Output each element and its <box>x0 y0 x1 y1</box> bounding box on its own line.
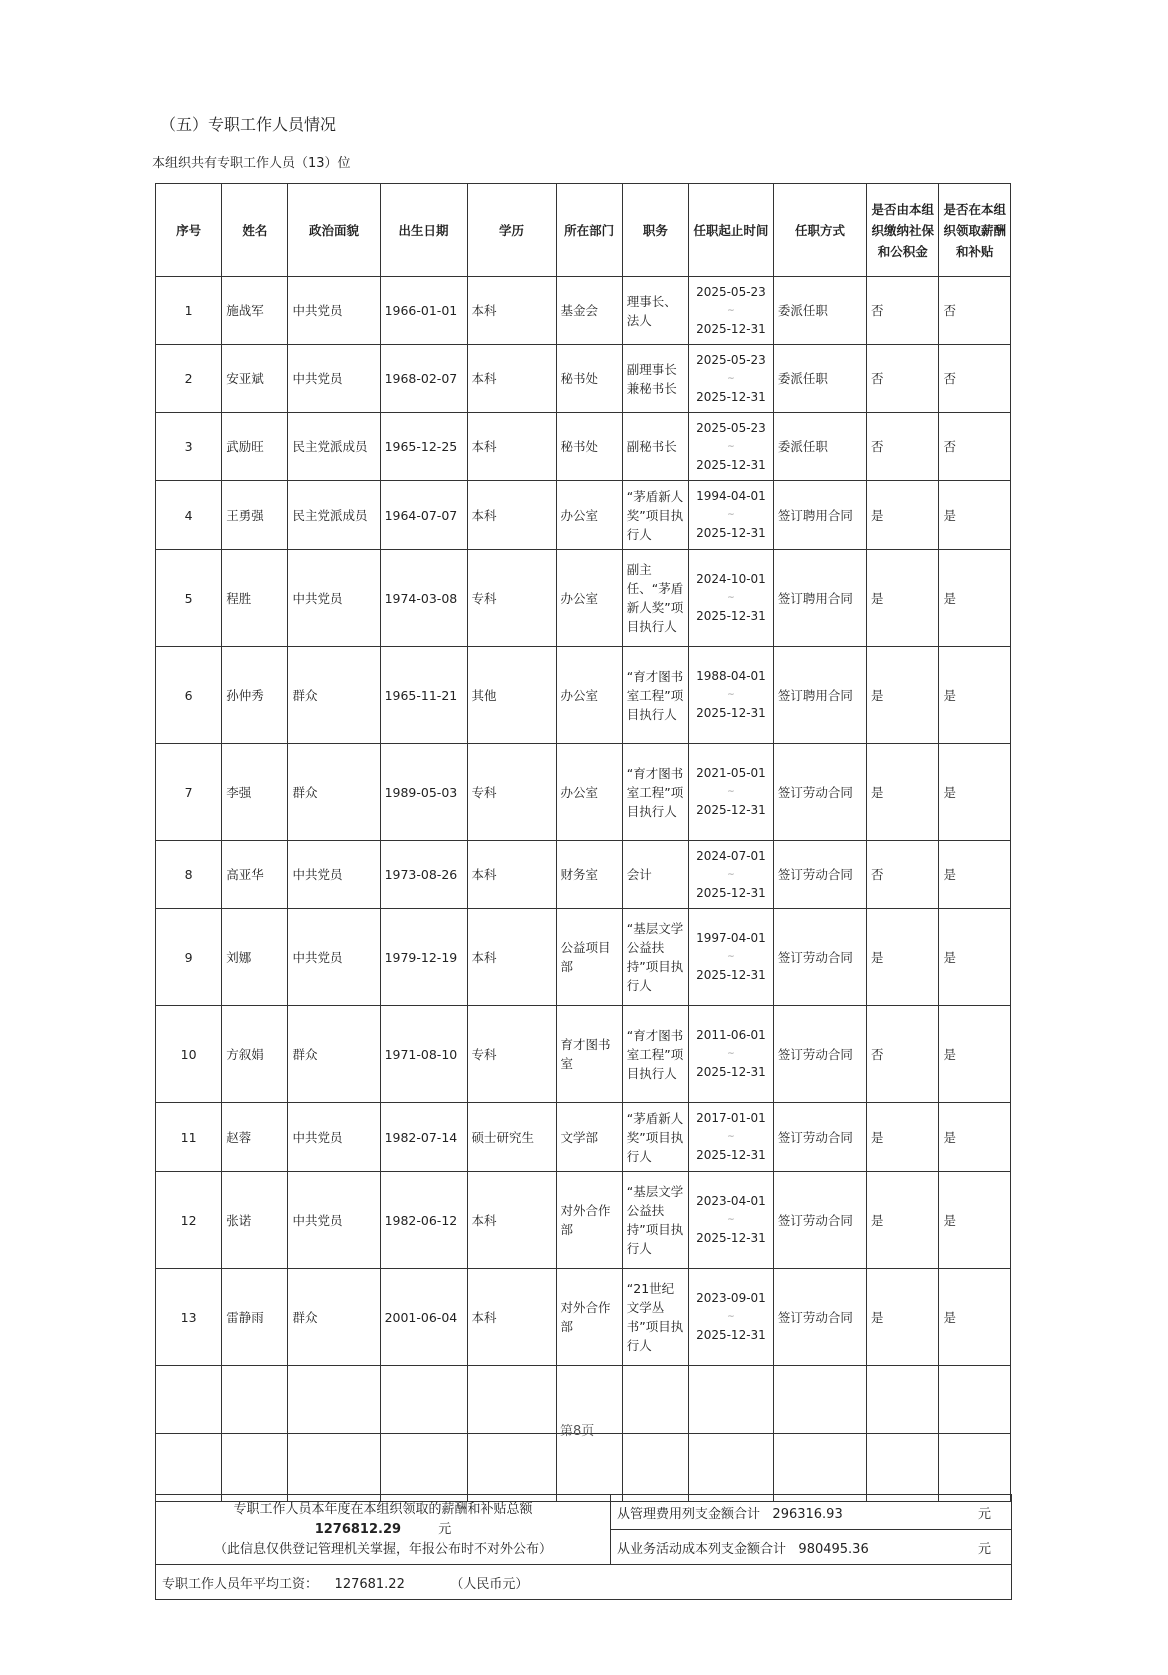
appointment-method: 签订聘用合同 <box>773 550 866 647</box>
salary-flag: 否 <box>939 413 1011 481</box>
header-education: 学历 <box>467 184 556 277</box>
staff-table-body <box>156 277 1011 1502</box>
empty-cell <box>380 1366 467 1434</box>
position: “茅盾新人奖”项目执行人 <box>622 1103 688 1172</box>
empty-cell <box>222 1366 288 1434</box>
education: 硕士研究生 <box>467 1103 556 1172</box>
table-row <box>156 744 1011 841</box>
birth-date: 2001-06-04 <box>380 1269 467 1366</box>
mgmt-expense-cell <box>611 1495 1012 1530</box>
header-name: 姓名 <box>222 184 288 277</box>
position: “育才图书室工程”项目执行人 <box>622 1006 688 1103</box>
term-end: 2025-12-31 <box>696 1148 766 1162</box>
empty-cell <box>556 1434 622 1502</box>
education: 本科 <box>467 277 556 345</box>
salary-total-cell <box>156 1495 611 1565</box>
term-end: 2025-12-31 <box>696 457 766 472</box>
mgmt-expense-value: 296316.93 <box>772 1506 843 1522</box>
department: 办公室 <box>556 744 622 841</box>
row-number: 7 <box>156 744 222 841</box>
term-start: 2011-06-01 <box>696 1028 766 1042</box>
term-separator: ~ <box>727 869 735 880</box>
row-number: 10 <box>156 1006 222 1103</box>
department: 文学部 <box>556 1103 622 1172</box>
term-separator: ~ <box>727 952 735 962</box>
birth-date: 1971-08-10 <box>380 1006 467 1103</box>
term-separator: ~ <box>727 373 735 384</box>
average-salary-cell <box>156 1565 1012 1600</box>
staff-name: 李强 <box>222 744 288 841</box>
term-separator: ~ <box>727 1132 735 1142</box>
social-insurance-flag: 否 <box>867 345 939 413</box>
political-status: 群众 <box>288 647 380 744</box>
birth-date: 1968-02-07 <box>380 345 467 413</box>
term-end: 2025-12-31 <box>696 1328 766 1342</box>
term-dates <box>689 744 774 841</box>
birth-date: 1965-11-21 <box>380 647 467 744</box>
empty-cell <box>222 1434 288 1502</box>
political-status: 中共党员 <box>288 909 380 1006</box>
header-political: 政治面貌 <box>288 184 380 277</box>
education: 本科 <box>467 345 556 413</box>
education: 专科 <box>467 550 556 647</box>
term-end: 2025-12-31 <box>696 706 766 720</box>
birth-date: 1965-12-25 <box>380 413 467 481</box>
empty-cell <box>622 1434 688 1502</box>
salary-total-note: （此信息仅供登记管理机关掌握，年报公布时不对外公布） <box>213 1541 552 1557</box>
empty-cell <box>156 1366 222 1434</box>
salary-flag: 是 <box>939 909 1011 1006</box>
position: 会计 <box>622 841 688 909</box>
salary-flag: 是 <box>939 1006 1011 1103</box>
empty-cell <box>156 1434 222 1502</box>
social-insurance-flag: 是 <box>867 647 939 744</box>
term-start: 2025-05-23 <box>696 420 766 435</box>
term-separator: ~ <box>727 510 735 520</box>
political-status: 中共党员 <box>288 1172 380 1269</box>
biz-expense-label: 从业务活动成本列支金额合计 <box>617 1541 787 1557</box>
education: 本科 <box>467 1172 556 1269</box>
term-end: 2025-12-31 <box>696 526 766 540</box>
term-start: 2021-05-01 <box>696 766 766 780</box>
header-department: 所在部门 <box>556 184 622 277</box>
header-birth: 出生日期 <box>380 184 467 277</box>
empty-cell <box>467 1366 556 1434</box>
term-end: 2025-12-31 <box>696 321 766 336</box>
birth-date: 1979-12-19 <box>380 909 467 1006</box>
header-method: 任职方式 <box>773 184 866 277</box>
row-number: 5 <box>156 550 222 647</box>
staff-name: 高亚华 <box>222 841 288 909</box>
position: “21世纪文学丛书”项目执行人 <box>622 1269 688 1366</box>
row-number: 9 <box>156 909 222 1006</box>
education: 本科 <box>467 1269 556 1366</box>
term-separator: ~ <box>727 787 735 797</box>
header-term: 任职起止时间 <box>689 184 774 277</box>
staff-name: 赵蓉 <box>222 1103 288 1172</box>
staff-name: 程胜 <box>222 550 288 647</box>
staff-name: 孙仲秀 <box>222 647 288 744</box>
empty-cell <box>689 1366 774 1434</box>
birth-date: 1982-06-12 <box>380 1172 467 1269</box>
row-number: 13 <box>156 1269 222 1366</box>
term-dates <box>689 277 774 345</box>
mgmt-expense-label: 从管理费用列支金额合计 <box>617 1506 761 1522</box>
header-salary: 是否在本组织领取薪酬和补贴 <box>939 184 1011 277</box>
term-start: 2024-10-01 <box>696 572 766 586</box>
appointment-method: 签订劳动合同 <box>773 744 866 841</box>
empty-cell <box>380 1434 467 1502</box>
row-number: 1 <box>156 277 222 345</box>
social-insurance-flag: 是 <box>867 550 939 647</box>
birth-date: 1973-08-26 <box>380 841 467 909</box>
term-separator: ~ <box>727 305 735 316</box>
term-end: 2025-12-31 <box>696 803 766 817</box>
empty-cell <box>773 1434 866 1502</box>
salary-flag: 是 <box>939 481 1011 550</box>
section-title: （五）专职工作人员情况 <box>160 115 337 134</box>
political-status: 中共党员 <box>288 1103 380 1172</box>
empty-cell <box>288 1366 380 1434</box>
position: “基层文学公益扶持”项目执行人 <box>622 909 688 1006</box>
row-number: 8 <box>156 841 222 909</box>
term-dates <box>689 481 774 550</box>
staff-name: 武励旺 <box>222 413 288 481</box>
table-row <box>156 909 1011 1006</box>
staff-name: 刘娜 <box>222 909 288 1006</box>
term-start: 1997-04-01 <box>696 931 766 945</box>
political-status: 群众 <box>288 1269 380 1366</box>
appointment-method: 签订聘用合同 <box>773 481 866 550</box>
political-status: 中共党员 <box>288 345 380 413</box>
biz-expense-unit: 元 <box>977 1541 991 1557</box>
salary-flag: 是 <box>939 647 1011 744</box>
row-number: 2 <box>156 345 222 413</box>
row-number: 3 <box>156 413 222 481</box>
appointment-method: 委派任职 <box>773 345 866 413</box>
education: 本科 <box>467 841 556 909</box>
department: 公益项目部 <box>556 909 622 1006</box>
salary-total-unit: 元 <box>438 1521 452 1537</box>
term-start: 2023-04-01 <box>696 1194 766 1208</box>
empty-cell <box>867 1434 939 1502</box>
staff-name: 王勇强 <box>222 481 288 550</box>
table-row <box>156 1103 1011 1172</box>
empty-cell <box>939 1434 1011 1502</box>
salary-flag: 是 <box>939 1172 1011 1269</box>
header-social-insurance: 是否由本组织缴纳社保和公积金 <box>867 184 939 277</box>
appointment-method: 签订劳动合同 <box>773 1103 866 1172</box>
table-row <box>156 345 1011 413</box>
education: 本科 <box>467 481 556 550</box>
social-insurance-flag: 是 <box>867 1269 939 1366</box>
term-dates <box>689 647 774 744</box>
position: 副主任、“茅盾新人奖”项目执行人 <box>622 550 688 647</box>
empty-cell <box>467 1434 556 1502</box>
salary-flag: 否 <box>939 277 1011 345</box>
table-row <box>156 841 1011 909</box>
term-dates <box>689 841 774 909</box>
salary-flag: 否 <box>939 345 1011 413</box>
term-dates <box>689 1172 774 1269</box>
political-status: 中共党员 <box>288 841 380 909</box>
term-separator: ~ <box>727 1312 735 1322</box>
term-start: 1994-04-01 <box>696 489 766 503</box>
birth-date: 1974-03-08 <box>380 550 467 647</box>
summary-table <box>155 1494 1012 1600</box>
political-status: 群众 <box>288 1006 380 1103</box>
position: 副理事长兼秘书长 <box>622 345 688 413</box>
header-position: 职务 <box>622 184 688 277</box>
salary-total-value: 1276812.29 <box>314 1521 402 1537</box>
political-status: 民主党派成员 <box>288 413 380 481</box>
term-end: 2025-12-31 <box>696 885 766 900</box>
term-start: 2025-05-23 <box>696 352 766 367</box>
salary-flag: 是 <box>939 744 1011 841</box>
birth-date: 1989-05-03 <box>380 744 467 841</box>
appointment-method: 签订劳动合同 <box>773 841 866 909</box>
social-insurance-flag: 是 <box>867 1103 939 1172</box>
department: 秘书处 <box>556 413 622 481</box>
political-status: 中共党员 <box>288 550 380 647</box>
department: 对外合作部 <box>556 1269 622 1366</box>
row-number: 12 <box>156 1172 222 1269</box>
term-start: 2023-09-01 <box>696 1291 766 1305</box>
social-insurance-flag: 否 <box>867 841 939 909</box>
empty-cell <box>773 1366 866 1434</box>
term-start: 2024-07-01 <box>696 848 766 863</box>
staff-name: 张诺 <box>222 1172 288 1269</box>
term-separator: ~ <box>727 690 735 700</box>
social-insurance-flag: 是 <box>867 744 939 841</box>
staff-name: 雷静雨 <box>222 1269 288 1366</box>
term-dates <box>689 909 774 1006</box>
salary-flag: 是 <box>939 1103 1011 1172</box>
position: “育才图书室工程”项目执行人 <box>622 647 688 744</box>
empty-cell <box>622 1366 688 1434</box>
term-separator: ~ <box>727 593 735 603</box>
department: 秘书处 <box>556 345 622 413</box>
education: 本科 <box>467 413 556 481</box>
salary-flag: 是 <box>939 1269 1011 1366</box>
social-insurance-flag: 是 <box>867 909 939 1006</box>
empty-cell <box>689 1434 774 1502</box>
term-dates <box>689 1006 774 1103</box>
term-dates <box>689 1269 774 1366</box>
biz-expense-value: 980495.36 <box>798 1541 869 1557</box>
table-row <box>156 1172 1011 1269</box>
position: “基层文学公益扶持”项目执行人 <box>622 1172 688 1269</box>
table-row <box>156 1269 1011 1366</box>
salary-total-label: 专职工作人员本年度在本组织领取的薪酬和补贴总额 <box>233 1501 533 1517</box>
political-status: 民主党派成员 <box>288 481 380 550</box>
social-insurance-flag: 是 <box>867 1172 939 1269</box>
education: 其他 <box>467 647 556 744</box>
staff-name: 方叙娟 <box>222 1006 288 1103</box>
salary-flag: 是 <box>939 841 1011 909</box>
staff-name: 施战军 <box>222 277 288 345</box>
average-salary-label: 专职工作人员年平均工资： <box>162 1576 319 1592</box>
term-dates <box>689 413 774 481</box>
social-insurance-flag: 是 <box>867 481 939 550</box>
table-row <box>156 550 1011 647</box>
birth-date: 1982-07-14 <box>380 1103 467 1172</box>
department: 办公室 <box>556 481 622 550</box>
department: 对外合作部 <box>556 1172 622 1269</box>
social-insurance-flag: 否 <box>867 1006 939 1103</box>
salary-flag: 是 <box>939 550 1011 647</box>
appointment-method: 签订劳动合同 <box>773 1269 866 1366</box>
position: 理事长、法人 <box>622 277 688 345</box>
empty-cell <box>288 1434 380 1502</box>
department: 财务室 <box>556 841 622 909</box>
empty-cell <box>867 1366 939 1434</box>
biz-expense-cell <box>611 1530 1012 1565</box>
average-salary-value: 127681.22 <box>334 1576 405 1592</box>
position: “茅盾新人奖”项目执行人 <box>622 481 688 550</box>
political-status: 中共党员 <box>288 277 380 345</box>
appointment-method: 签订聘用合同 <box>773 647 866 744</box>
position: “育才图书室工程”项目执行人 <box>622 744 688 841</box>
term-end: 2025-12-31 <box>696 1231 766 1245</box>
term-dates <box>689 1103 774 1172</box>
appointment-method: 委派任职 <box>773 277 866 345</box>
empty-cell <box>939 1366 1011 1434</box>
staff-table <box>155 183 1011 1502</box>
political-status: 群众 <box>288 744 380 841</box>
term-end: 2025-12-31 <box>696 389 766 404</box>
page-number: 第8页 <box>560 1424 595 1439</box>
department: 基金会 <box>556 277 622 345</box>
education: 专科 <box>467 744 556 841</box>
table-header-row <box>156 184 1011 277</box>
table-row <box>156 277 1011 345</box>
social-insurance-flag: 否 <box>867 277 939 345</box>
position: 副秘书长 <box>622 413 688 481</box>
term-dates <box>689 345 774 413</box>
department: 办公室 <box>556 647 622 744</box>
empty-table-row <box>156 1434 1011 1502</box>
appointment-method: 签订劳动合同 <box>773 909 866 1006</box>
birth-date: 1966-01-01 <box>380 277 467 345</box>
department: 育才图书室 <box>556 1006 622 1103</box>
staff-count-line: 本组织共有专职工作人员（13）位 <box>152 156 351 171</box>
row-number: 6 <box>156 647 222 744</box>
term-start: 2017-01-01 <box>696 1111 766 1125</box>
row-number: 4 <box>156 481 222 550</box>
table-row <box>156 481 1011 550</box>
appointment-method: 委派任职 <box>773 413 866 481</box>
term-separator: ~ <box>727 1215 735 1225</box>
education: 专科 <box>467 1006 556 1103</box>
appointment-method: 签订劳动合同 <box>773 1172 866 1269</box>
header-no: 序号 <box>156 184 222 277</box>
department: 办公室 <box>556 550 622 647</box>
term-separator: ~ <box>727 441 735 452</box>
birth-date: 1964-07-07 <box>380 481 467 550</box>
mgmt-expense-unit: 元 <box>977 1506 991 1522</box>
education: 本科 <box>467 909 556 1006</box>
appointment-method: 签订劳动合同 <box>773 1006 866 1103</box>
term-dates <box>689 550 774 647</box>
term-end: 2025-12-31 <box>696 1065 766 1079</box>
staff-name: 安亚斌 <box>222 345 288 413</box>
table-row <box>156 1006 1011 1103</box>
table-row <box>156 647 1011 744</box>
social-insurance-flag: 否 <box>867 413 939 481</box>
average-salary-unit: （人民币元） <box>450 1576 529 1592</box>
term-start: 1988-04-01 <box>696 669 766 683</box>
table-row <box>156 413 1011 481</box>
term-separator: ~ <box>727 1049 735 1059</box>
term-start: 2025-05-23 <box>696 284 766 299</box>
row-number: 11 <box>156 1103 222 1172</box>
term-end: 2025-12-31 <box>696 968 766 982</box>
term-end: 2025-12-31 <box>696 609 766 623</box>
